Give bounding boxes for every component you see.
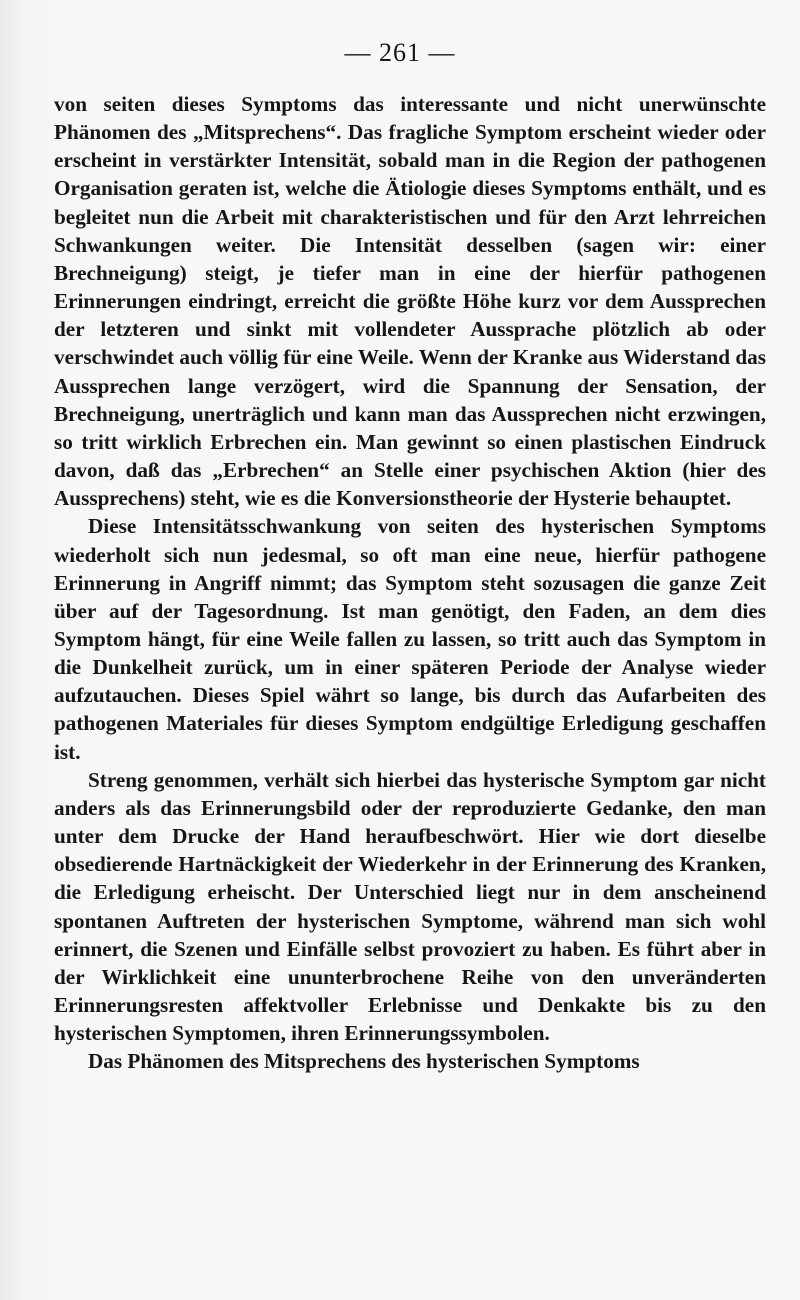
paragraph-2: Diese Intensitätsschwankung von seiten des hysterischen Symptoms wiederholt sich nun jedesmal, so oft man eine neue, hierfür pathogene Erinnerung in Angriff nimmt; das Symptom steht sozusagen die ganze Zeit über auf der Tagesordnung. Ist man genötigt, den Faden, an dem dies Symptom hängt, für eine Weile fallen zu lassen, so tritt auch das Symptom in die Dunkelheit zurück, um in einer späteren Periode der Analyse wieder aufzutauchen. Dieses Spiel währt so lange, bis durch das Aufarbeiten des pathogenen Materiales für dieses Symptom endgültige Erledigung geschaffen ist. [54,514,766,764]
paragraph-1: von seiten dieses Symptoms das interessante und nicht unerwünschte Phänomen des „Mitsprechens“. Das fragliche Symptom erscheint wieder oder erscheint in verstärkter Intensität, sobald man in die Region der pathogenen Organisation geraten ist, welche die Ätiologie dieses Symptoms enthält, und es begleitet nun die Arbeit mit charakteristischen und für den Arzt lehrreichen Schwankungen weiter. Die Intensität desselben (sagen wir: einer Brechneigung) steigt, je tiefer man in eine der hierfür pathogenen Erinnerungen eindringt, erreicht die größte Höhe kurz vor dem Aussprechen der letzteren und sinkt mit vollendeter Aussprache plötzlich ab oder verschwindet auch völlig für eine Weile. Wenn der Kranke aus Widerstand das Aussprechen lange verzögert, wird die Spannung der Sensation, der Brechneigung, unerträglich und kann man das Aussprechen nicht erzwingen, so tritt wirklich Erbrechen ein. Man gewinnt so einen plastischen Eindruck davon, daß das „Erbrechen“ an Stelle einer psychischen Aktion (hier des Aussprechens) steht, wie es die Konversionstheorie der Hysterie behauptet. [54,92,766,511]
paragraph-3: Streng genommen, verhält sich hierbei das hysterische Symptom gar nicht anders als das Erinnerungsbild oder der reproduzierte Gedanke, den man unter dem Drucke der Hand heraufbeschwört. Hier wie dort dieselbe obsedierende Hartnäckigkeit der Wiederkehr in der Erinnerung des Kranken, die Erledigung erheischt. Der Unterschied liegt nur in dem anscheinend spontanen Auftreten der hysterischen Symptome, während man sich wohl erinnert, die Szenen und Einfälle selbst provoziert zu haben. Es führt aber in der Wirklichkeit eine ununterbrochene Reihe von den unveränderten Erinnerungsresten affektvoller Erlebnisse und Denkakte bis zu den hysterischen Symptomen, ihren Erinnerungssymbolen. [54,767,766,1046]
paragraph-4: Das Phänomen des Mitsprechens des hysterischen Symptoms [88,1049,640,1074]
page-number-header: — 261 — [344,38,456,67]
body-text [54,90,766,1075]
